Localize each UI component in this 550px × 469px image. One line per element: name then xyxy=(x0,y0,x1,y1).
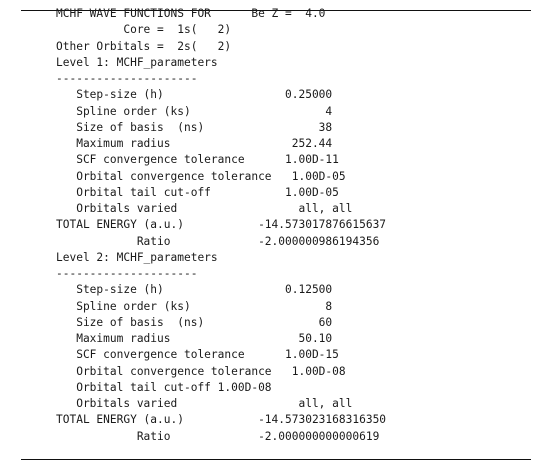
mchf-output-listing xyxy=(56,6,386,445)
level-1-orbitals-varied: Orbitals varied all, all xyxy=(56,202,353,215)
level-2-heading: Level 2: MCHF_parameters xyxy=(56,250,218,264)
bottom-rule xyxy=(21,459,531,460)
level-2-max-radius: Maximum radius 50.10 xyxy=(56,332,333,345)
level-2-ratio: Ratio -2.000000000000619 xyxy=(56,429,380,443)
level-2-tail-cutoff: Orbital tail cut-off 1.00D-08 xyxy=(56,380,272,394)
level-2-total-energy: TOTAL ENERGY (a.u.) -14.573023168316350 xyxy=(56,413,387,427)
level-1-total-energy: TOTAL ENERGY (a.u.) -14.573017876615637 xyxy=(56,218,387,232)
level-2-scf-tolerance: SCF convergence tolerance 1.00D-15 xyxy=(56,348,339,362)
level-1-heading: Level 1: MCHF_parameters xyxy=(56,55,218,69)
level-2-orbital-tolerance: Orbital convergence tolerance 1.00D-08 xyxy=(56,364,346,378)
level-1-ratio: Ratio -2.000000986194356 xyxy=(56,234,380,248)
level-1-basis-size: Size of basis (ns) 38 xyxy=(56,120,333,134)
level-2-spline-order: Spline order (ks) 8 xyxy=(56,299,333,313)
level-1-spline-order: Spline order (ks) 4 xyxy=(56,104,333,118)
level-1-orbital-tolerance: Orbital convergence tolerance 1.00D-05 xyxy=(56,169,346,183)
other-orbitals-line: Other Orbitals = 2s( 2) xyxy=(56,39,232,53)
level-2-orbitals-varied: Orbitals varied all, all xyxy=(56,397,353,410)
level-1-max-radius: Maximum radius 252.44 xyxy=(56,137,333,150)
level-2-step-size: Step-size (h) 0.12500 xyxy=(56,283,333,297)
header-line: MCHF WAVE FUNCTIONS FOR Be Z = 4.0 xyxy=(56,7,326,20)
level-1-step-size: Step-size (h) 0.25000 xyxy=(56,88,333,102)
core-line: Core = 1s( 2) xyxy=(56,23,232,37)
level-1-scf-tolerance: SCF convergence tolerance 1.00D-11 xyxy=(56,153,339,167)
level-1-tail-cutoff: Orbital tail cut-off 1.00D-05 xyxy=(56,185,339,199)
level-2-basis-size: Size of basis (ns) 60 xyxy=(56,315,333,329)
level-2-separator: --------------------- xyxy=(56,267,198,280)
level-1-separator: --------------------- xyxy=(56,72,198,85)
